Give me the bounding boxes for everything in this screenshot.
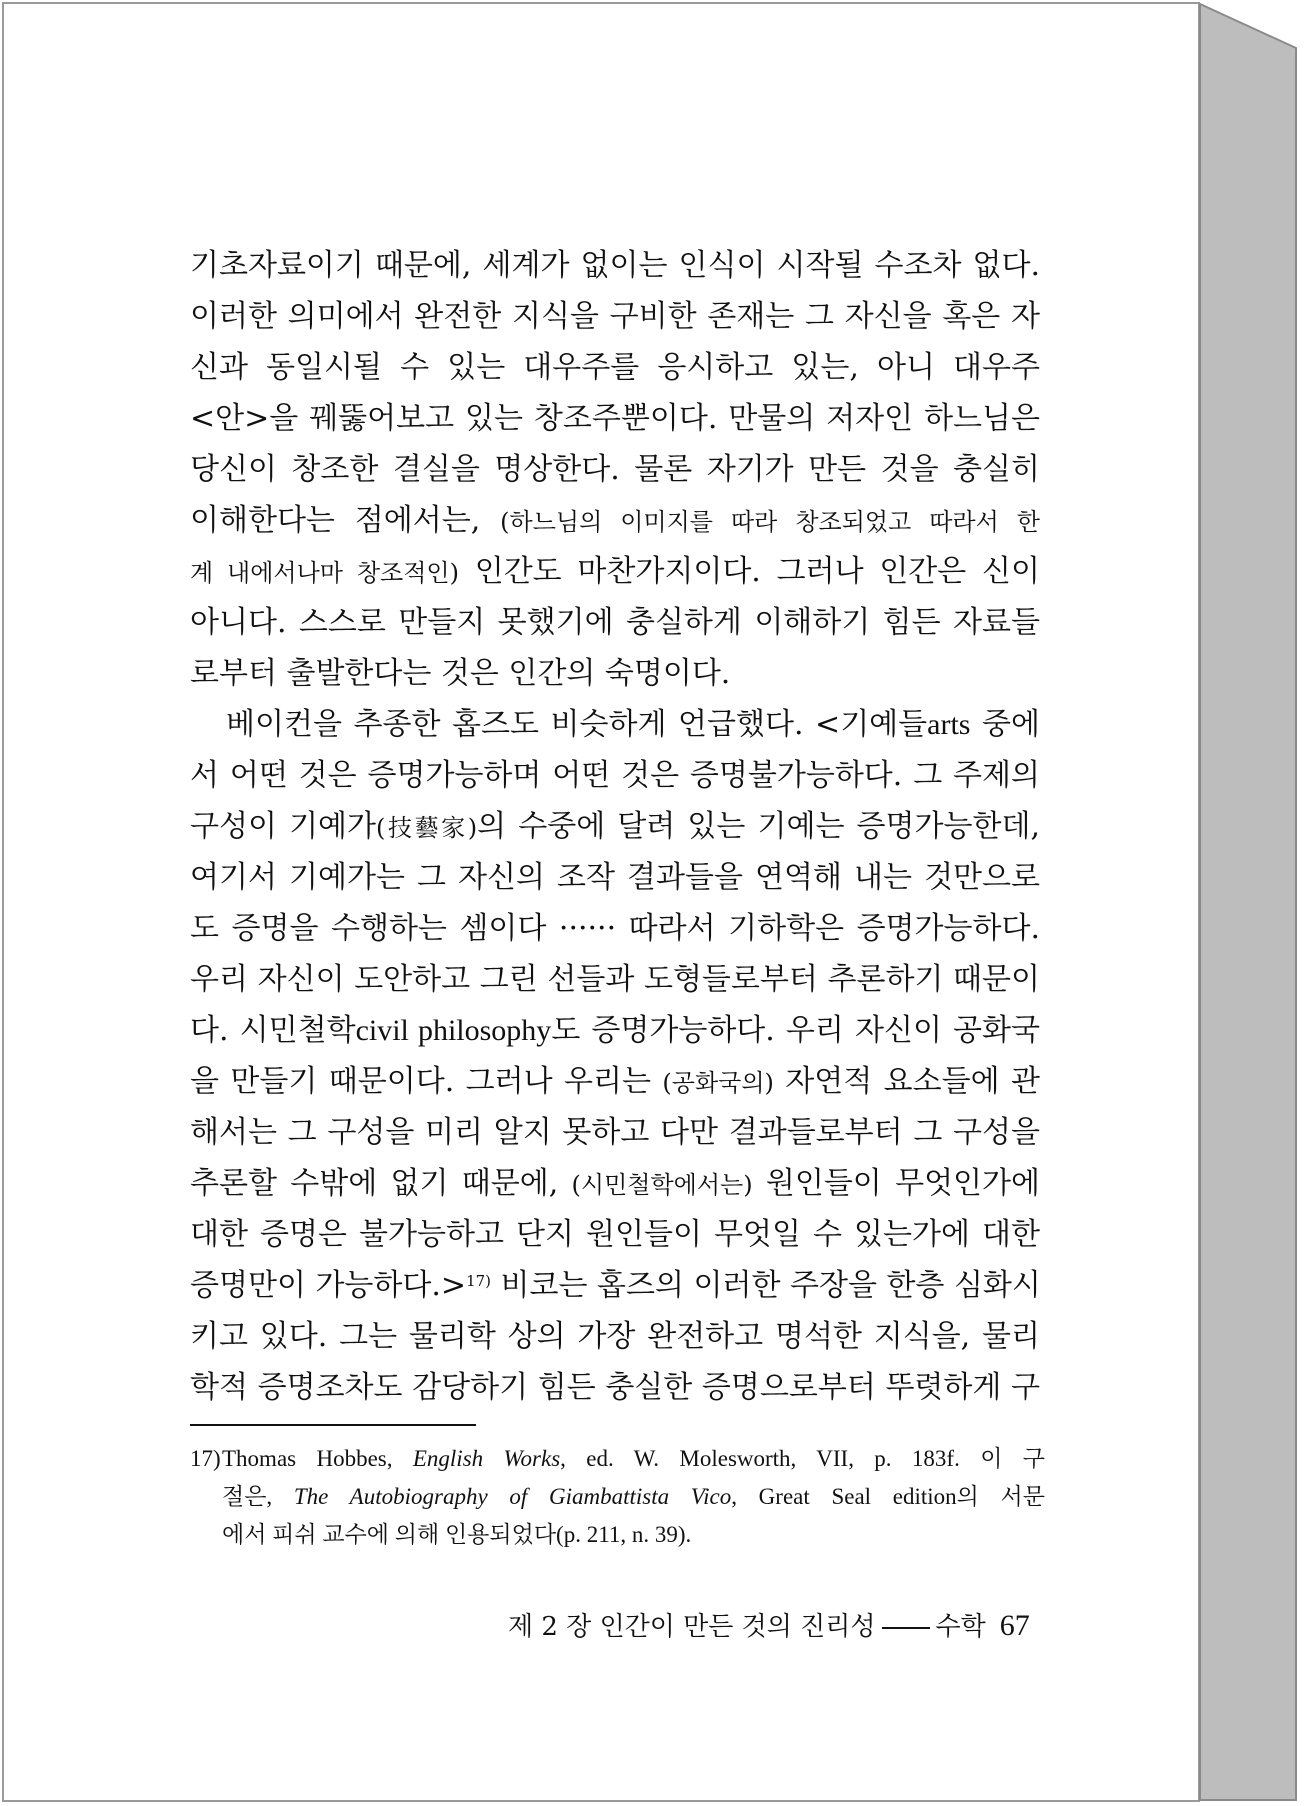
- footnote-line: 에서 피쉬 교수에 의해 인용되었다(p. 211, n. 39).: [222, 1522, 692, 1547]
- body-text: [190, 240, 1040, 1413]
- text-line: 베이컨을 추종한 홉즈도 비슷하게 언급했다. <기예들arts 중에: [226, 707, 1041, 742]
- chapter-title: 제 2 장 인간이 만든 것의 진리성: [508, 1612, 876, 1642]
- footnote-number: 17): [190, 1446, 221, 1471]
- text-line: 대한 증명은 불가능하고 단지 원인들이 무엇일 수 있는가에 대한: [190, 1217, 1040, 1252]
- page-number: 67: [999, 1609, 1030, 1642]
- text-line: 로부터 출발한다는 것은 인간의 숙명이다.: [190, 656, 731, 691]
- footnote-line: 절은, The Autobiography of Giambattista Vico, Great Seal edition의 서문: [222, 1484, 1045, 1509]
- text-line: 해서는 그 구성을 미리 알지 못하고 다만 결과들로부터 그 구성을: [190, 1115, 1040, 1150]
- text-line: <안>을 꿰뚫어보고 있는 창조주뿐이다. 만물의 저자인 하느님은: [190, 401, 1040, 436]
- running-footer: [508, 1606, 1030, 1643]
- text-line: 이러한 의미에서 완전한 지식을 구비한 존재는 그 자신을 혹은 자: [190, 299, 1040, 334]
- text-line: 기초자료이기 때문에, 세계가 없이는 인식이 시작될 수조차 없다.: [190, 248, 1040, 283]
- text-line: 추론할 수밖에 없기 때문에, (시민철학에서는) 원인들이 무엇인가에: [190, 1166, 1040, 1201]
- text-line: 신과 동일시될 수 있는 대우주를 응시하고 있는, 아니 대우주: [190, 350, 1040, 385]
- footnote-reference: 17): [466, 1272, 492, 1290]
- text-line: 아니다. 스스로 만들지 못했기에 충실하게 이해하기 힘든 자료들: [190, 605, 1040, 640]
- text-line: 계 내에서나마 창조적인) 인간도 마찬가지이다. 그러나 인간은 신이: [190, 554, 1040, 589]
- text-line: 우리 자신이 도안하고 그린 선들과 도형들로부터 추론하기 때문이: [190, 962, 1040, 997]
- text-line: 다. 시민철학civil philosophy도 증명가능하다. 우리 자신이 공화국: [190, 1013, 1040, 1048]
- footnote: [190, 1440, 1045, 1554]
- text-line: 증명만이 가능하다.>$^{17)}$ 비코는 홉즈의 이러한 주장을 한층 심화시: [190, 1268, 1041, 1303]
- text-line: 구성이 기예가(技藝家)의 수중에 달려 있는 기예는 증명가능한데,: [190, 809, 1040, 844]
- text-line: 이해한다는 점에서는, (하느님의 이미지를 따라 창조되었고 따라서 한: [190, 503, 1040, 538]
- section-topic: 수학: [935, 1612, 986, 1642]
- text-line: 서 어떤 것은 증명가능하며 어떤 것은 증명불가능하다. 그 주제의: [190, 758, 1040, 793]
- text-line: 학적 증명조차도 감당하기 힘든 충실한 증명으로부터 뚜렷하게 구: [190, 1370, 1040, 1405]
- footnote-line: 17)Thomas Hobbes, English Works, ed. W. Molesworth, VII, p. 183f. 이 구: [190, 1440, 1045, 1478]
- text-line: 당신이 창조한 결실을 명상한다. 물론 자기가 만든 것을 충실히: [190, 452, 1040, 487]
- em-dash: [882, 1627, 930, 1629]
- text-line: 을 만들기 때문이다. 그러나 우리는 (공화국의) 자연적 요소들에 관: [190, 1064, 1041, 1099]
- text-line: 키고 있다. 그는 물리학 상의 가장 완전하고 명석한 지식을, 물리: [190, 1319, 1040, 1354]
- footnote-rule: [190, 1424, 476, 1426]
- text-line: 도 증명을 수행하는 셈이다 ······ 따라서 기하학은 증명가능하다.: [190, 911, 1040, 946]
- text-line: 여기서 기예가는 그 자신의 조작 결과들을 연역해 내는 것만으로: [190, 860, 1040, 895]
